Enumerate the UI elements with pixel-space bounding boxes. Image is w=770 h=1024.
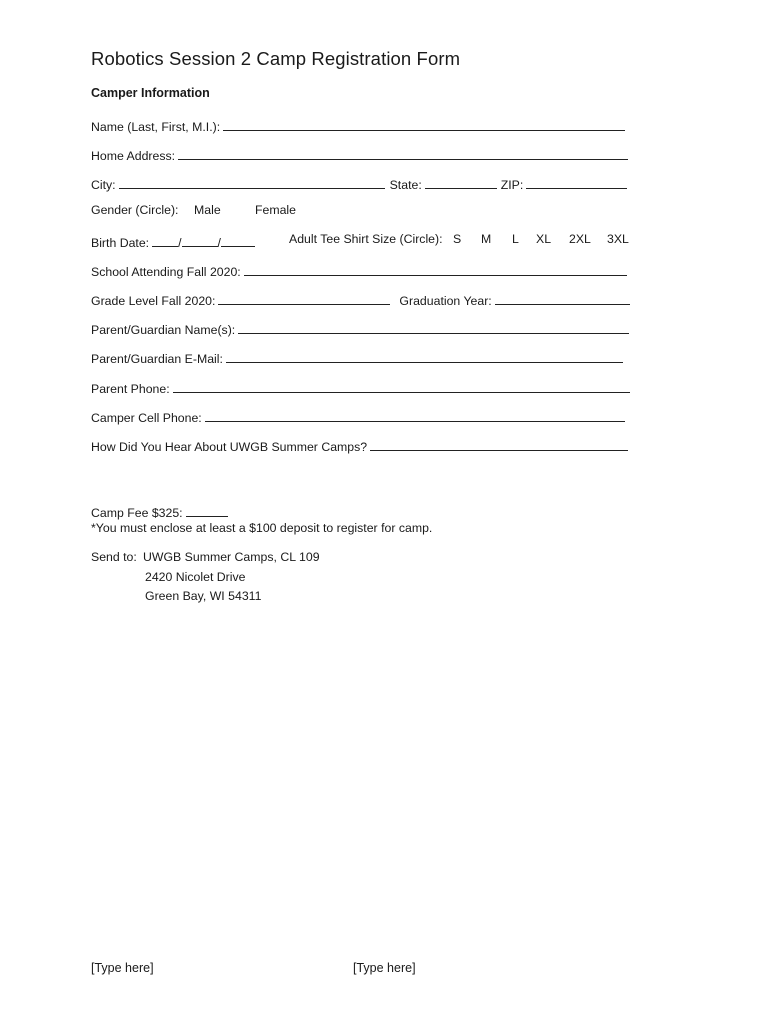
referral-label: How Did You Hear About UWGB Summer Camps? [91, 440, 368, 454]
shirt-size-label: Adult Tee Shirt Size (Circle): [289, 232, 443, 246]
camper-phone-row [91, 407, 625, 425]
name-label: Name (Last, First, M.I.): [91, 120, 221, 134]
camp-fee-field-line[interactable] [186, 504, 228, 517]
school-label: School Attending Fall 2020: [91, 265, 241, 279]
camp-fee-label: Camp Fee $325: [91, 506, 183, 520]
mailing-address-line2: 2420 Nicolet Drive [145, 570, 246, 584]
birth-date-field [91, 232, 266, 250]
gender-label: Gender (Circle): [91, 203, 179, 217]
grade-graduation-row [91, 290, 630, 308]
birth-month-line[interactable] [152, 234, 178, 247]
name-field-line[interactable] [223, 118, 625, 131]
footer-center-placeholder[interactable]: [Type here] [353, 961, 416, 975]
footer-left-placeholder[interactable]: [Type here] [91, 961, 154, 975]
birth-day-line[interactable] [182, 234, 218, 247]
zip-label: ZIP: [500, 178, 524, 192]
shirt-size-s[interactable]: S [453, 232, 462, 246]
address-label: Home Address: [91, 149, 176, 163]
grade-label: Grade Level Fall 2020: [91, 294, 216, 308]
birth-date-separator: / [217, 236, 221, 250]
deposit-note: *You must enclose at least a $100 deposit to register for camp. [91, 521, 433, 535]
send-to-label: Send to: [91, 550, 137, 564]
state-label: State: [389, 178, 422, 192]
school-field-line[interactable] [244, 263, 627, 276]
parent-name-label: Parent/Guardian Name(s): [91, 323, 236, 337]
name-row [91, 116, 625, 134]
shirt-size-2xl[interactable]: 2XL [569, 232, 591, 246]
parent-phone-row [91, 378, 630, 396]
city-field-line[interactable] [119, 176, 385, 189]
camp-fee-row [91, 502, 231, 520]
mailing-address-line3: Green Bay, WI 54311 [145, 589, 262, 603]
referral-field-line[interactable] [370, 438, 628, 451]
shirt-size-m[interactable]: M [481, 232, 492, 246]
graduation-field-line[interactable] [495, 292, 630, 305]
parent-email-field-line[interactable] [226, 350, 623, 363]
gender-row [91, 203, 631, 221]
parent-name-row [91, 319, 629, 337]
gender-option-male[interactable]: Male [194, 203, 221, 217]
camper-phone-field-line[interactable] [205, 409, 625, 422]
state-field-line[interactable] [425, 176, 497, 189]
parent-phone-field-line[interactable] [173, 380, 630, 393]
parent-phone-label: Parent Phone: [91, 382, 170, 396]
camper-phone-label: Camper Cell Phone: [91, 411, 202, 425]
address-row [91, 145, 628, 163]
parent-email-row [91, 348, 623, 366]
graduation-label: Graduation Year: [399, 294, 492, 308]
school-row [91, 261, 627, 279]
grade-field-line[interactable] [218, 292, 390, 305]
parent-name-field-line[interactable] [238, 321, 629, 334]
address-field-line[interactable] [178, 147, 628, 160]
birth-date-separator: / [178, 236, 182, 250]
mailing-address-line1: UWGB Summer Camps, CL 109 [143, 550, 320, 564]
form-title: Robotics Session 2 Camp Registration Form [91, 48, 461, 69]
city-label: City: [91, 178, 116, 192]
birth-date-label: Birth Date: [91, 236, 150, 250]
section-heading-camper-information: Camper Information [91, 86, 210, 100]
birth-year-line[interactable] [221, 234, 255, 247]
city-state-zip-row [91, 174, 627, 192]
referral-row [91, 436, 628, 454]
zip-field-line[interactable] [526, 176, 627, 189]
gender-option-female[interactable]: Female [255, 203, 297, 217]
shirt-size-l[interactable]: L [512, 232, 519, 246]
shirt-size-3xl[interactable]: 3XL [607, 232, 629, 246]
birthdate-shirt-row [91, 232, 639, 250]
shirt-size-xl[interactable]: XL [536, 232, 552, 246]
parent-email-label: Parent/Guardian E-Mail: [91, 352, 223, 366]
